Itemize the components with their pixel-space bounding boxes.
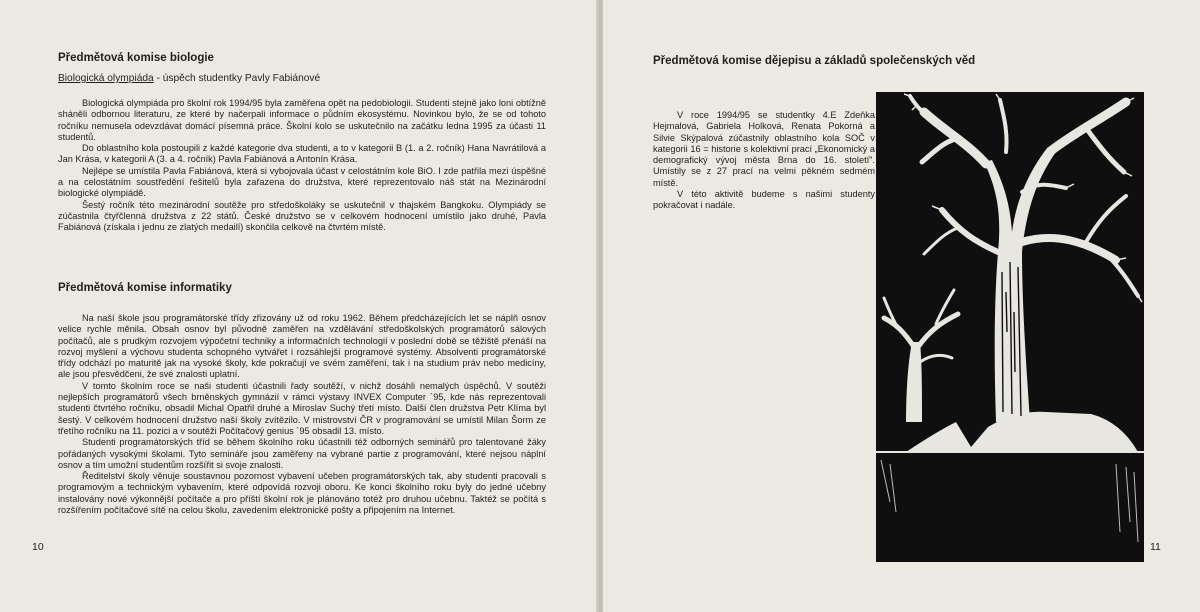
biology-subtitle <box>58 73 320 84</box>
paragraph: Na naší škole jsou programátorské třídy zřizovány už od roku 1962. Během předcházejících let se náplň osnov velice rychle měnila. Obsah osnov byl původně zaměřen na vzdělávání středoškolských programátorů sálových počítačů, ale s prudkým rozvojem výpočetní techniky a informačních technologií v poslední době se těžiště přenáší na rozvoj myšlení a výchovu studenta schopného vytvářet i rozsáhlejší programové systémy. Absolventi programátorské třídy odchází po maturitě jak na vysoké školy, kde pokračují ve svém zaměření, tak i na studium práv nebo medicíny, ale jsou přesvědčeni, že své znalosti uplatní. <box>58 313 546 380</box>
right-page <box>603 0 1200 612</box>
paragraph: Studenti programátorských tříd se během školního roku účastnili též odborných seminářů pro talentované žáky pořádaných vysokými školami. Tyto semináře jsou zaměřeny na vybrané partie z programování, které nejsou náplní osnov a tím umožní studentům rozšířit si svoje znalosti. <box>58 437 546 470</box>
olympiad-link-text: Biologická olympiáda <box>58 73 154 84</box>
paragraph: V tomto školním roce se naši studenti účastnili řady soutěží, v nichž dosáhli nemalých úspěchů. V soutěži nejlepších programátorů všech brněnských gymnázií v rámci výstavy INVEX Computer ´95, kde nás reprezentovali studenti čtvrtého ročníku, obsadil Michal Opatřil druhé a Miroslav Suchý třetí místo. Další člen družstva Petr Klíma byl šestý. V celkovém hodnocení družstvo naší školy zvítězilo. V mistrovství ČR v programování se umístil Milan Šorm ze třetího ročníku na 11. pozici a v soutěži Počítačový genius ´95 obsadil 13. místo. <box>58 380 546 436</box>
linocut-trees-illustration-icon <box>876 92 1144 562</box>
informatics-heading: Předmětová komise informatiky <box>58 282 232 294</box>
paragraph: V roce 1994/95 se studentky 4.E Zdeňka Hejmalová, Gabriela Holková, Renata Pokorná a Silvie Skýpalová zúčastnily oblastního kola SOČ v kategorii 16 = historie s kolektivní prací „Ekonomický a demografický vývoj města Brna do 16. století". Umístily se z 27 prací na velmi pěkném sedmém místě. <box>653 110 875 188</box>
paragraph: Šestý ročník této mezinárodní soutěže pro středoškoláky se uskutečnil v thajském Bangkoku. Olympiády se zúčastnila čtyřčlenná družstva z 22 států. České družstvo se v celkovém hodnocení umístilo jako druhé, Pavla Fabiánová (získala i jednu ze zlatých medailí) skončila celkově na čtvrtém místě. <box>58 199 546 233</box>
informatics-text <box>58 313 546 516</box>
history-text <box>653 110 875 212</box>
left-page <box>0 0 598 612</box>
paragraph: Biologická olympiáda pro školní rok 1994/95 byla zaměřena opět na pedobiologii. Studenti stejně jako loni obtížně sháněli odbornou literaturu, ze které by načerpali informace o půdním ekosystému. Novinkou bylo, že se od tohoto ročníku nemusela odevzdávat domácí písemná práce. Školní kolo se uskutečnilo na začátku ledna 1995 za účasti 11 studentů. <box>58 98 546 142</box>
subtitle-rest: - úspěch studentky Pavly Fabiánové <box>153 73 321 84</box>
biology-heading: Předmětová komise biologie <box>58 52 214 64</box>
paragraph: V této aktivitě budeme s našimi studenty pokračovat i nadále. <box>653 189 875 211</box>
page-number-right: 11 <box>1150 541 1161 553</box>
biology-text <box>58 98 546 234</box>
paragraph: Do oblastního kola postoupili z každé kategorie dva studenti, a to v kategorii B (1. a 2. ročník) Hana Navrátilová a Jan Krása, v kategorii A (3. a 4. ročník) Pavla Fabiánová a Antonín Krása. <box>58 143 546 165</box>
page-number-left: 10 <box>32 541 44 553</box>
history-heading: Předmětová komise dějepisu a základů společenských věd <box>653 55 976 67</box>
paragraph: Nejlépe se umístila Pavla Fabiánová, která si vybojovala účast v celostátním kole BiO. I zde patřila mezi úspěšné a na celostátním soustředění řešitelů byla zařazena do družstva, které reprezentovalo náš stát na Mezinárodní biologické olympiádě. <box>58 165 546 199</box>
paragraph: Ředitelství školy věnuje soustavnou pozornost vybavení učeben programátorských tak, aby studenti pracovali s programovým a technickým vybavením, které odpovídá rozvoji oboru. Ke konci školního roku byly do jedné učebny instalovány nové výkonnější počítače a pro příští školní rok je plánováno totéž pro druhou učebnu. Taktéž se počítá s rozšířením počítačové sítě na celou školu, zavedením elektronické pošty a připojením na Internet. <box>58 471 546 516</box>
